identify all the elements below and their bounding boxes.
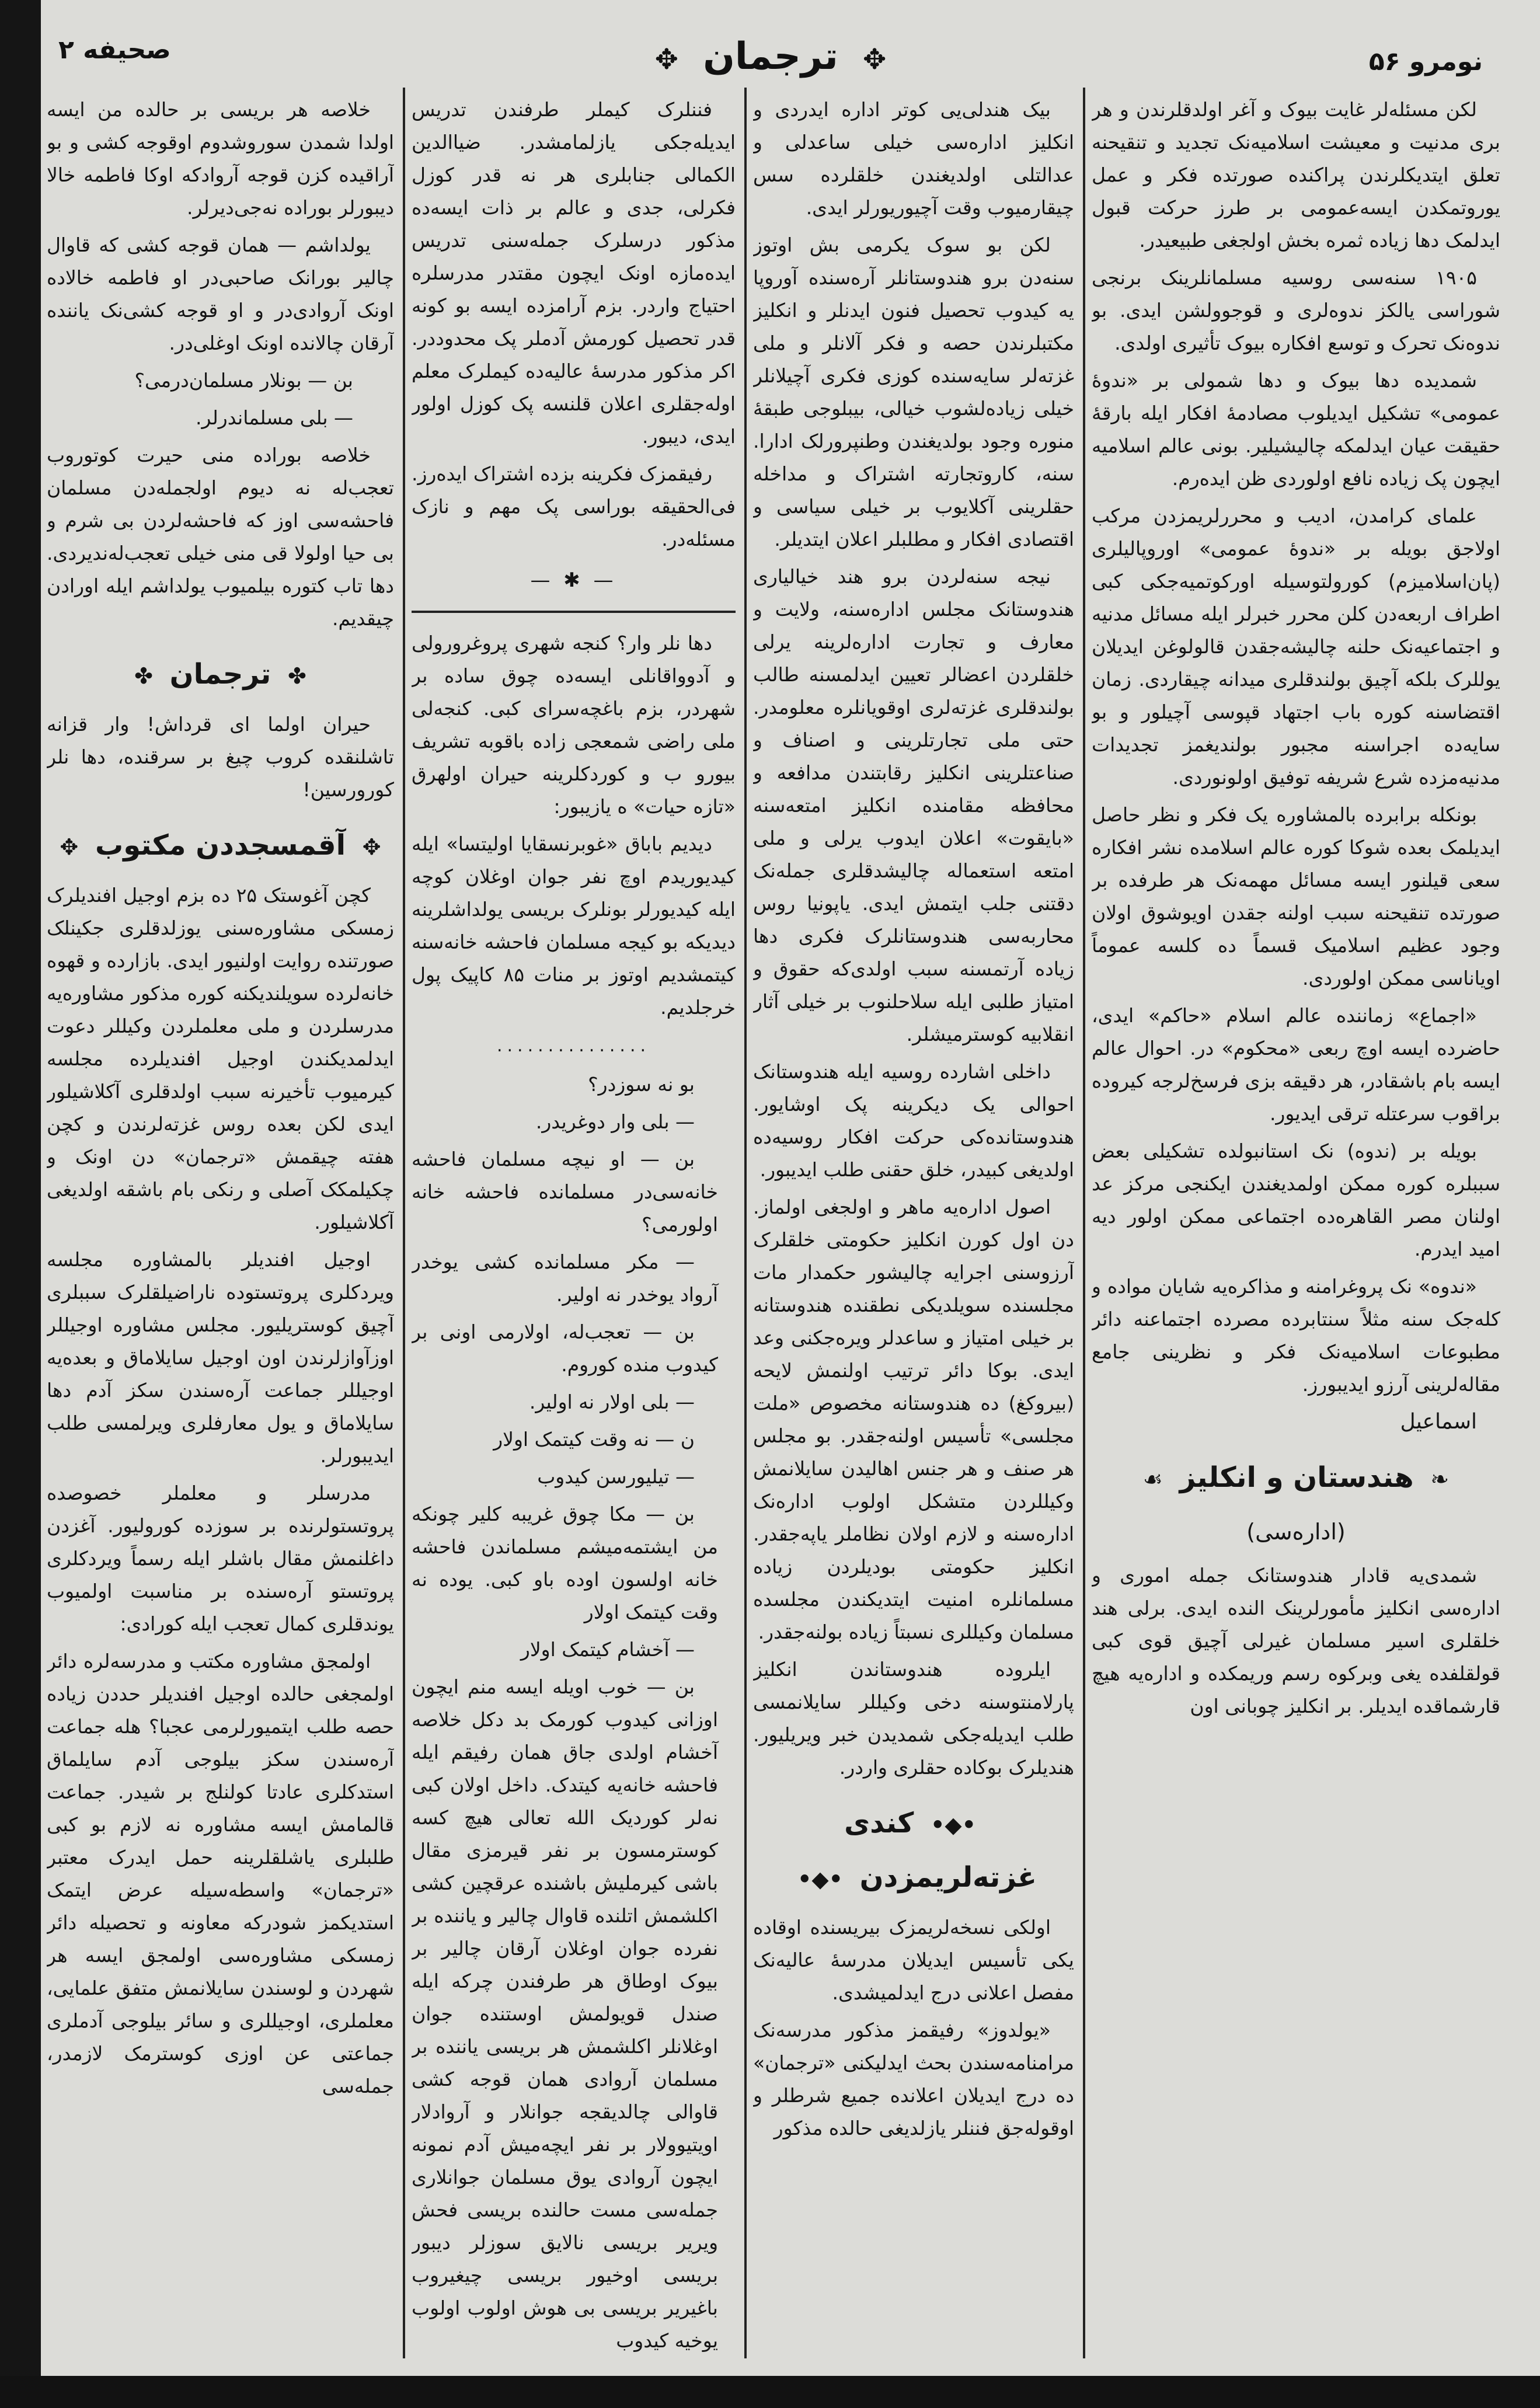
section-title: هندستان و انکلیز [1179,1461,1414,1494]
paragraph: ۱۹۰۵ سنه‌سی روسیه مسلمانلرینک برنجی شوراسی یالکز ندوه‌لری و قوجوولشن ایدی. بو ندوه‌نک تحرک و توسع افکاره بیوک تأثیری اولدی. [1092,266,1500,354]
ornament-icon: ✥ [362,834,381,860]
column-rule [1083,88,1085,2358]
masthead [41,12,1500,99]
paragraph: مدرسلر و معلملر خصوصده پروتستولرنده بر سوزده کورولیور. آغزدن داغلنمش مقال باشلر ایله رسماً ویردکلری پروتستو آره‌سنده بر مناسبت اولمیوب یوندقلری کمال تعجب ایله کورادی: [47,1482,394,1635]
paragraph: «ندوه» نک پروغرامنه و مذاکره‌یه شایان مواده و کله‌جک سنه مثلاً سنتابرده مصرده اجتماعنه دائر مطبوعات اسلامیه‌نک فکر و نظرینی جامع مقاله‌لرینی آرزو ایدیبورز. [1092,1275,1500,1396]
paragraph: کچن آغوستک ۲۵ ده بزم اوجیل افندیلرک زمسکی مشاوره‌سنی یوزلدقلری جکینلک صورتنده روایت اولنیور ایدی. بازارده و قهوه خانه‌لرده سویلندیکنه کوره مذکور مشاوره‌یه مدرسلردن و ملی معلملردن وکیللر دعوت ایدلمدیکندن اوجیل افندیلرده مجلسه کیرمیوب تأخیرنه سبب اولدقلری آکلاشیلور ایدی لکن بعده روس غزته‌لرندن و کچن هفته چیقمش «ترجمان» دن اونک و چکیلمکک آصلی و رنکی بام باشقه اولدیغی آکلاشیلور. [47,884,394,1233]
paragraph: «اجماع» زماننده عالم اسلام «حاکم» ایدی، حاضرده ایسه اوچ ربعی «محکوم» در. احوال عالم ایسه بام باشقادر، هر دقیقه بزی فرسخ‌لرجه کیروده براقوب سرعتله ترقی ایدیور. [1092,1004,1500,1125]
paragraph: اولکی نسخه‌لریمزک بیریسنده اوقاده یکی تأسیس ایدیلان مدرسۀ عالیه‌نک مفصل اعلانی درج ایدلمیشدی. [753,1916,1074,2004]
column-3 [412,93,736,2364]
dialog-line: — بلی اولار نه اولیر. [529,1391,695,1413]
ornament-right-icon: ✥ [863,43,887,76]
dialog-line: بن — او نیچه مسلمان فاحشه خانه‌سی‌در مسلمانده فاحشه خانه اولورمی؟ [412,1148,718,1236]
section-subtitle: (اداره‌سی) [1246,1519,1346,1545]
paragraph: بونکله برابرده بالمشاوره یک فکر و نظر حاصل ایدیلمک بعده شوکا کوره عالم اسلامده نشر افکاره سعی قیلنور ایسه مسائل مهمه‌نک هر طرفده بر صورتده تنقیحنه سبب اولنه جقدن اویوشوق اولان وجود عظیم اسلامیک قسماً ده کلسه عموماً اویاناسی ممکن اولوردی. [1092,803,1500,989]
article-ideas [1092,93,1500,1438]
dialog-line: — بلی وار دوغریدر. [535,1110,695,1133]
section-heading [47,819,394,873]
paragraph: داخلی اشارده روسیه ایله هندوستانک احوالی یک دیکرینه پک اوشایور. هندوستانده‌کی حرکت افکار روسیه‌ده اولدیغی کبیدر، خلق حقنی طلب ایدیبور. [753,1060,1074,1181]
scan-border-left [0,0,41,2408]
ornament-icon: ☙ [1142,1466,1163,1492]
ornament-icon: ✤ [288,663,306,689]
newspaper-title: ترجمان [703,35,838,78]
section-heading [753,1797,1074,1905]
column-1 [1092,93,1500,2364]
dialog-line: ن — نه وقت کیتمک اولار [493,1428,695,1451]
paragraph: علمای کرامدن، ادیب و محررلریمزدن مرکب اولاجق بویله بر «ندوۀ عمومی» اوروپالیلری (پان‌اسلامیزم) کورولتوسیله اورکوتمیه‌جکی کبی اطراف اربعه‌دن کلن محرر خبرلر ایله مسائل مدنیه و اجتماعیه‌نک حلنه چالیشه‌جقدن قالولوغن ایدیلان یوللرک بلکه آچیق بولندقلری میدانه چیقاردی. زمان اقتضاسنه کوره باب اجتهاد قپوسی آچیلور و بو سایه‌ده اجراسنه مجبور بولندیغمز تجدیدات مدنیه‌مزده شرع شریفه توفیق اولونوردی. [1092,504,1500,789]
paragraph: «یولدوز» رفیقمز مذکور مدرسه‌نک مرامنامه‌سندن بحث ایدلیکنی «ترجمان» ده درج ایدیلان اعلانده جمیع شرطلر و اوقوله‌جق فننلر یازلدیغی حالده مذکور [753,2019,1074,2139]
paragraph: فننلرک کیملر طرفندن تدریس ایدیله‌جکی یازلمامشدر. ضیاالدین الکمالی جنابلری هر نه قدر کوزل فکرلی، جدی و عالم بر ذات ایسه‌ده مذکور درسلرک جمله‌سنی تدریس ایده‌مازه اونک ایچون مقتدر مدرسلره احتیاج واردر. بزم آرامزده ایسه بو کونه قدر تحصیل کورمش آدملر پک محدوددر. اکر مذکور مدرسۀ عالیه‌ده کیملرک معلم اوله‌جقلری اعلان قلنسه پک کوزل اولور ایدی، دیبور. [412,98,736,448]
dialog-line: — بلی مسلماندرلر. [196,406,353,429]
section-title: کندی غزته‌لریمزدن [844,1807,1037,1894]
ornament-icon: ✥ [60,834,79,860]
ornament-icon: ✤ [134,663,153,689]
column-rule [403,88,405,2358]
issue-number: نومرو ۵۶ [1368,47,1483,76]
paragraph: خلاصه هر بریسی بر حالده من ایسه اولدا شمدن سوروشدوم اوقوجه کشی و بو آراقیده کزن قوجه آروادکه اوکا فاطمه خالا دیبورلر بوراده نه‌جی‌دیرلر. [47,98,394,219]
section-title: ترجمان [169,658,271,691]
paragraph: رفیقمزک فکرینه بزده اشتراک ایده‌رز. فی‌الحقیقه بوراسی پک مهم و نازک مسئله‌در. [412,462,736,550]
dialog-line: — تیلیورسن کیدوب [537,1465,695,1488]
dialog-line: بن — بونلار مسلمان‌درمی؟ [134,369,353,392]
section-title: آقمسجددن مکتوب [95,829,346,862]
paragraph: نیجه سنه‌لردن برو هند خیالیاری هندوستانک مجلس اداره‌سنه، ولایت و معارف و تجارت اداره‌لرینه یرلی خلقلردن اعضالر تعیین ایدلمسنه طالب بولندقلری غزته‌لری اوقویانلره معلومدر. حتی ملی تجارتلرینی و اصناف و صناعتلرینی انکلیز رقابتندن مدافعه و محافظه مقامنده انکلیز امتعه‌سنه «بایقوت» اعلان ایدوب یرلی و ملی امتعه استعماله چالیشدقلری جمله‌نک دقتنی جلب ایتمش ایدی. یاپونیا روس محاربه‌سی هندوستانلرک فکری دها زیاده آرتمسنه سبب اولدی‌که حقوق و امتیاز طلبی ایله سلاحلنوب بر خیلی آثار انقلابیه کوسترمیشلر. [753,565,1074,1046]
scan-border-bottom [0,2376,1540,2408]
column-4 [47,93,394,2364]
ornament-icon: ❧ [1430,1466,1450,1492]
paragraph: ایلروده هندوستاندن انکلیز پارلامنتوسنه دخی وکیللر سایلانمسی طلب ایدیله‌جکی شمدیدن خبر ویریلیور. هندیلرک بوکاده حقلری واردر. [753,1658,1074,1779]
paragraph: خلاصه بوراده منی حیرت کوتوروب تعجب‌له نه دیوم اولجمله‌دن مسلمان فاحشه‌سی اوز که فاحشه‌لردن بی شرم و بی حیا اولولا قی منی خیلی تعجب‌له‌ندیردی. دها تاب کتوره بیلمیوب یولداشم ایله اورادن چیقدیم. [47,444,394,630]
dialog-line: بن — مکا چوق غریبه کلیر چونکه من ایشتمه‌میشم مسلماندن فاحشه خانه اولسون اوده باو کبی. یوده نه وقت کیتمک اولار [412,1503,718,1623]
column-2 [753,93,1074,2364]
section-heading [1092,1451,1500,1506]
paragraph: شمدیده دها بیوک و دها شمولی بر «ندوۀ عمومی» تشکیل ایدیلوب مصادمۀ افکار ایله بارقۀ حقیقت عیان ایدلمکه چالیشیلیر. بونی عالم اسلامیه ایچون پک زیاده نافع اولوردی ظن ایده‌رم. [1092,369,1500,490]
paragraph: بویله بر (ندوه) نک استانبولده تشکیلی بعض سببلره کوره ممکن اولمدیغندن ایکنجی مرکز عد اولنان مصر القاهره‌ده اجتماعی ممکن اولور دیه امید ایدرم. [1092,1139,1500,1260]
dialog-line: بن — خوب اویله ایسه منم ایچون اوزانی کیدوب کورمک بد دکل خلاصه آخشام اولدی جاق همان رفیقم ایله فاحشه خانه‌یه کیتدک. داخل اولان کبی نه‌لر کوردیک الله تعالی هیچ کسه کوسترمسون بر نفر قیرمزی مقال باشی کیرملیش باشنده عرقچین کشی اکلشمش اتلنده قاوال چالیر و یاننده بر نفرده جوان اوغلان آرقان چالیر بر بیوک اوطاق هر طرفندن چرکه ایله صندل قویولمش اوستنده جوان اوغلانلر اکلشمش هر بریسی یاننده بر مسلمان آروادی همان قوجه کشی قاوالی چالدیقجه جوانلار و آروادلار اویتیوولار بر نفر ایچه‌میش آدم نمونه ایچون آروادی یوق مسلمان جوانلاری جمله‌سی مست حالنده بریسی فحش ویریر بریسی نالایق سوزلر دیبور بریسی اوخیور بریسی چیغیروب باغیریر بریسی بی هوش اولوب اولوب یوخیه کیدوب [412,1675,718,2352]
paragraph: اولمجق مشاوره مکتب و مدرسه‌لره دائر اولمجغی حالده اوجیل افندیلر حددن زیاده حصه طلب ایتمیورلرمی عجبا؟ هله جماعت آره‌سندن سکز بیلوجی آدم سایلماق استدکلری عادتا کولنلج بر شیدر. جماعت قالمامش ایسه مشاوره نه لازم بو کبی طلبلری یاشلقلرینه حمل ایدرک معتبر «ترجمان» واسطه‌سیله عرض ایتمک استدیکمز شودرکه معاونه و تحصیله دائر زمسکی مشاوره‌سی اولمجق ایسه هر شهردن و لوسندن سایلانمش متفق علمایی، معلملری، اوجیللری و سائر بیلوجی آدملری جماعتی عن اوزی کوسترمک لازمدر، جمله‌سی [47,1650,394,2097]
paragraph: حیران اولما ای قرداش! وار قزانه تاشلنقده کروب چیغ بر سرقنده، دها نلر کورورسین! [47,713,394,801]
dialog-line: بو نه سوزدر؟ [588,1073,695,1096]
paragraph: اصول اداره‌یه ماهر و اولجغی اولماز. دن اول کورن انکلیز حکومتی خلقلرک آرزوسنی اجرایه چالیشور حکمدار مات مجلسنده سویلدیکی نطقنده هندوستانه بر خیلی امتیاز و ساعدلر ویره‌جکنی وعد ایدی. بوکا دائر ترتیب اولنمش لایحه (بیروکغ) ده هندوستانه مخصوص «ملت مجلسی» تأسیس اولنه‌جقدر. بو مجلس هر صنف و هر جنس اهالیدن سایلانمش وکیللردن متشکل اولوب اداره‌نک اداره‌سنه و لازم اولان نظاملر یاپه‌جقدر. انکلیز حکومتی بودیلردن زیاده مسلمانلره امنیت ایتدیکندن مجلسده مسلمان وکیللری نسبتاً زیاده بولنه‌جقدر. [753,1196,1074,1643]
dotted-line: ............... [496,1036,651,1056]
paragraph: یولداشم — همان قوجه کشی که قاوال چالیر بورانک صاحبی‌در او فاطمه خالاده اونک آروادی‌در و او قوجه کشی‌نک یاننده آرقان چالانده اونک اوغلی‌در. [47,234,394,354]
separator: — ✱ — [530,569,617,592]
author-signature: اسماعیل [1400,1410,1477,1434]
section-heading [47,648,394,702]
divider [412,611,736,613]
paragraph: لکن مسئله‌لر غایت بیوک و آغر اولدقلرندن و هر بری مدنیت و معیشت اسلامیه‌نک تجدید و تنقیحنه تعلق ایتدیکلرندن پراکنده صورتده فکر و عمل یوروتمکدن ایسه‌عمومی بر طرز حرکت قبول ایدلمک دها زیاده ثمره بخش اولجغی طبیعیدر. [1092,98,1500,252]
page-number: صحیفه ۲ [58,35,171,65]
ornament-left-icon: ✥ [654,43,678,76]
paragraph: لکن بو سوک یکرمی بش اوتوز سنه‌دن برو هندوستانلر آره‌سنده آوروپا یه کیدوب تحصیل فنون ایدنلر و انکلیز مکتبلرندن حصه و فکر آلانلر و ملی غزته‌لر سایه‌سنده کوزی فکری آچیلانلر خیلی زیاده‌لشوب خیالی، بیبلوجی طبقۀ منوره وجود بولدیغندن وطنپرورلک ادارا. سنه، کاروتجارته اشتراک و مداخله حقلرینی آکلایوب بر خیلی سیاسی و اقتصادی افکار و مطلبلر اعلان ایتدیلر. [753,234,1074,550]
ornament-icon: •◆• [797,1866,843,1892]
column-rule [744,88,747,2358]
paragraph: دها نلر وار؟ کنجه شهری پروغرورولی و آدوواقانلی ایسه‌ده چوق ساده بر شهردر، بزم باغچه‌سرای کبی. کنجه‌لی ملی راضی شمعجی زاده باقوبه تشریف بیورو ب و کوردکلرینه حیران اولهرق «تازه حیات» ه یازیبور: [412,632,736,818]
dialog-line: — آخشام کیتمک اولار [520,1638,695,1661]
paragraph: شمدی‌یه قادار هندوستانک جمله اموری و اداره‌سی انکلیز مأمورلرینک النده ایدی. برلی هند خلقلری اسیر مسلمان غیرلی آچیق قوی کبی قولقلفده یغی وبرکوه رسم وریمکده و اداره‌یه هیچ قارشماقده ایدیلر. بر انکلیز چوبانی اون [1092,1564,1500,1717]
paragraph: دیدیم باباق «غوبرنسقایا اولیتسا» ایله کیدیوریدم اوچ نفر جوان اوغلان کوچه ایله کیدیورلر بونلرک بریسی یولداشلرینه دیدیکه بو کیجه مسلمان فاحشه خانه‌سنه کیتمشدیم اوتوز بر منات ۸۵ کاپیک پول خرجلدیم. [412,832,736,1019]
ornament-icon: •◆• [931,1812,976,1838]
paragraph: اوجیل افندیلر بالمشاوره مجلسه ویردکلری پروتستوده ناراضیلقلرک سببلری آچیق کوستریلیور. مجلس مشاوره اوجیللر اوزآوازلرندن اون اوجیل سایلاماق و بعده‌یه اوجیللر جماعت آره‌سندن سکز آدم دها سایلاماق و یول معارفلری ویرلمسی طلب ایدیبورلر. [47,1248,394,1467]
paragraph: بیک هندلی‌یی کوتر اداره ایدردی و انکلیز اداره‌سی خیلی ساعدلی و عدالتلی اولدیغندن خلقلرده سس چیقارمیوب وقت آچیوریورلر ایدی. [753,98,1074,219]
newspaper-title-block [41,35,1500,78]
dialog-line: — مکر مسلمانده کشی یوخدر آرواد یوخدر نه اولیر. [412,1250,718,1306]
dialog-line: بن — تعجب‌له، اولارمی اونی بر کیدوب منده کوروم. [412,1320,718,1376]
